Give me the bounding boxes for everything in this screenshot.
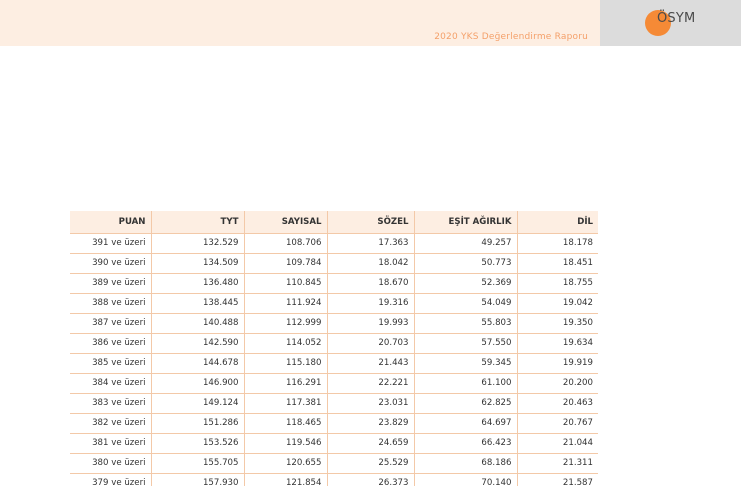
dil-cell: 19.042: [517, 293, 598, 313]
dil-cell: 18.755: [517, 273, 598, 293]
sayisal-cell: 118.465: [244, 413, 327, 433]
dil-cell: 21.044: [517, 433, 598, 453]
esit-agirlik-cell: 55.803: [414, 313, 517, 333]
table-row: [70, 433, 598, 453]
sayisal-cell: 114.052: [244, 333, 327, 353]
dil-cell: 18.451: [517, 253, 598, 273]
sayisal-cell: 117.381: [244, 393, 327, 413]
sozel-cell: 23.031: [327, 393, 414, 413]
dil-cell: 20.767: [517, 413, 598, 433]
score-threshold-cell: 391 ve üzeri: [70, 233, 151, 253]
score-threshold-cell: 388 ve üzeri: [70, 293, 151, 313]
column-header-puan: PUAN: [70, 211, 151, 233]
sayisal-cell: 112.999: [244, 313, 327, 333]
sayisal-cell: 121.854: [244, 473, 327, 486]
dil-cell: 21.587: [517, 473, 598, 486]
osym-logo: [600, 0, 741, 46]
table-row: [70, 273, 598, 293]
dil-cell: 20.463: [517, 393, 598, 413]
score-threshold-cell: 379 ve üzeri: [70, 473, 151, 486]
score-threshold-cell: 380 ve üzeri: [70, 453, 151, 473]
esit-agirlik-cell: 49.257: [414, 233, 517, 253]
column-header-dil: DİL: [517, 211, 598, 233]
tyt-cell: 146.900: [151, 373, 244, 393]
sozel-cell: 20.703: [327, 333, 414, 353]
tyt-cell: 134.509: [151, 253, 244, 273]
table-body: [70, 233, 598, 486]
esit-agirlik-cell: 61.100: [414, 373, 517, 393]
sayisal-cell: 115.180: [244, 353, 327, 373]
table-row: [70, 313, 598, 333]
esit-agirlik-cell: 50.773: [414, 253, 517, 273]
score-threshold-cell: 389 ve üzeri: [70, 273, 151, 293]
dil-cell: 21.311: [517, 453, 598, 473]
score-threshold-cell: 384 ve üzeri: [70, 373, 151, 393]
tyt-cell: 153.526: [151, 433, 244, 453]
report-title: 2020 YKS Değerlendirme Raporu: [434, 32, 588, 42]
dil-cell: 19.350: [517, 313, 598, 333]
esit-agirlik-cell: 59.345: [414, 353, 517, 373]
tyt-cell: 140.488: [151, 313, 244, 333]
table-row: [70, 353, 598, 373]
score-count-table: [70, 211, 598, 486]
sozel-cell: 19.316: [327, 293, 414, 313]
esit-agirlik-cell: 64.697: [414, 413, 517, 433]
table-row: [70, 373, 598, 393]
table-row: [70, 293, 598, 313]
score-threshold-cell: 390 ve üzeri: [70, 253, 151, 273]
sozel-cell: 18.670: [327, 273, 414, 293]
esit-agirlik-cell: 66.423: [414, 433, 517, 453]
tyt-cell: 142.590: [151, 333, 244, 353]
sozel-cell: 26.373: [327, 473, 414, 486]
score-threshold-cell: 385 ve üzeri: [70, 353, 151, 373]
sayisal-cell: 108.706: [244, 233, 327, 253]
report-header: [0, 0, 600, 46]
sozel-cell: 17.363: [327, 233, 414, 253]
table-row: [70, 473, 598, 486]
dil-cell: 18.178: [517, 233, 598, 253]
table-header-row: [70, 211, 598, 233]
tyt-cell: 151.286: [151, 413, 244, 433]
score-threshold-cell: 382 ve üzeri: [70, 413, 151, 433]
table-row: [70, 413, 598, 433]
table-row: [70, 233, 598, 253]
tyt-cell: 157.930: [151, 473, 244, 486]
esit-agirlik-cell: 62.825: [414, 393, 517, 413]
table-row: [70, 333, 598, 353]
esit-agirlik-cell: 70.140: [414, 473, 517, 486]
score-threshold-cell: 387 ve üzeri: [70, 313, 151, 333]
esit-agirlik-cell: 52.369: [414, 273, 517, 293]
sozel-cell: 24.659: [327, 433, 414, 453]
sozel-cell: 25.529: [327, 453, 414, 473]
sayisal-cell: 116.291: [244, 373, 327, 393]
esit-agirlik-cell: 68.186: [414, 453, 517, 473]
column-header-tyt: TYT: [151, 211, 244, 233]
score-threshold-cell: 381 ve üzeri: [70, 433, 151, 453]
column-header-esit-agirlik: EŞİT AĞIRLIK: [414, 211, 517, 233]
sozel-cell: 22.221: [327, 373, 414, 393]
tyt-cell: 138.445: [151, 293, 244, 313]
sayisal-cell: 109.784: [244, 253, 327, 273]
dil-cell: 19.919: [517, 353, 598, 373]
sozel-cell: 23.829: [327, 413, 414, 433]
dil-cell: 20.200: [517, 373, 598, 393]
score-threshold-cell: 383 ve üzeri: [70, 393, 151, 413]
tyt-cell: 132.529: [151, 233, 244, 253]
logo-text: ÖSYM: [657, 11, 696, 26]
sozel-cell: 19.993: [327, 313, 414, 333]
sayisal-cell: 119.546: [244, 433, 327, 453]
tyt-cell: 136.480: [151, 273, 244, 293]
column-header-sozel: SÖZEL: [327, 211, 414, 233]
sayisal-cell: 111.924: [244, 293, 327, 313]
table-row: [70, 393, 598, 413]
sayisal-cell: 120.655: [244, 453, 327, 473]
esit-agirlik-cell: 54.049: [414, 293, 517, 313]
table-row: [70, 253, 598, 273]
sozel-cell: 21.443: [327, 353, 414, 373]
sozel-cell: 18.042: [327, 253, 414, 273]
esit-agirlik-cell: 57.550: [414, 333, 517, 353]
tyt-cell: 149.124: [151, 393, 244, 413]
score-threshold-cell: 386 ve üzeri: [70, 333, 151, 353]
tyt-cell: 144.678: [151, 353, 244, 373]
dil-cell: 19.634: [517, 333, 598, 353]
column-header-sayisal: SAYISAL: [244, 211, 327, 233]
table-row: [70, 453, 598, 473]
sayisal-cell: 110.845: [244, 273, 327, 293]
tyt-cell: 155.705: [151, 453, 244, 473]
